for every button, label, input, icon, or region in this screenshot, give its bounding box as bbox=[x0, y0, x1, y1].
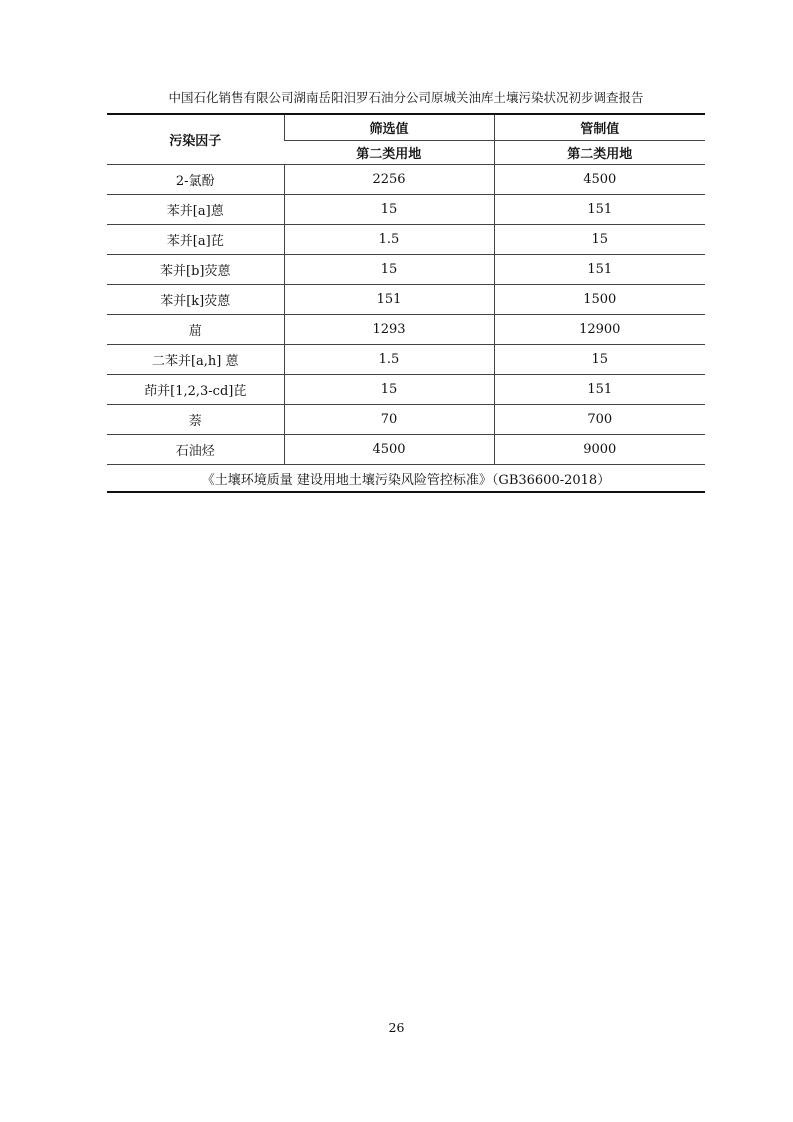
cell-screening: 15 bbox=[284, 375, 494, 405]
cell-screening: 15 bbox=[284, 195, 494, 225]
cell-screening: 15 bbox=[284, 255, 494, 285]
cell-control: 15 bbox=[494, 345, 705, 375]
page-header-title: 中国石化销售有限公司湖南岳阳汨罗石油分公司原城关油库土壤污染状况初步调查报告 bbox=[168, 90, 644, 105]
cell-factor: 2-氯酚 bbox=[107, 165, 284, 195]
pollutant-standards-table bbox=[107, 113, 705, 493]
table-row bbox=[107, 195, 705, 225]
page-number: 26 bbox=[388, 1020, 405, 1035]
table-row bbox=[107, 405, 705, 435]
cell-screening: 151 bbox=[284, 285, 494, 315]
cell-screening: 2256 bbox=[284, 165, 494, 195]
cell-control: 9000 bbox=[494, 435, 705, 465]
cell-screening: 1.5 bbox=[284, 345, 494, 375]
table-row bbox=[107, 255, 705, 285]
table-row bbox=[107, 225, 705, 255]
cell-factor: 苯并[a]芘 bbox=[107, 225, 284, 255]
cell-factor: 苯并[b]荧蒽 bbox=[107, 255, 284, 285]
table-row bbox=[107, 435, 705, 465]
cell-screening: 1293 bbox=[284, 315, 494, 345]
cell-control: 1500 bbox=[494, 285, 705, 315]
table-row bbox=[107, 375, 705, 405]
cell-factor: 苯并[k]荧蒽 bbox=[107, 285, 284, 315]
cell-control: 151 bbox=[494, 375, 705, 405]
cell-control: 12900 bbox=[494, 315, 705, 345]
table-header-row bbox=[107, 114, 705, 141]
column-header-control: 管制值 bbox=[494, 114, 705, 141]
table-row bbox=[107, 345, 705, 375]
cell-factor: 石油烃 bbox=[107, 435, 284, 465]
cell-factor: 萘 bbox=[107, 405, 284, 435]
cell-control: 151 bbox=[494, 195, 705, 225]
cell-screening: 4500 bbox=[284, 435, 494, 465]
table-row bbox=[107, 285, 705, 315]
column-header-screening: 筛选值 bbox=[284, 114, 494, 141]
cell-factor: 二苯并[a,h] 蒽 bbox=[107, 345, 284, 375]
cell-control: 700 bbox=[494, 405, 705, 435]
table-row bbox=[107, 315, 705, 345]
subheader-control-land-type: 第二类用地 bbox=[494, 141, 705, 165]
table-source-row bbox=[107, 465, 705, 493]
cell-factor: 苯并[a]蒽 bbox=[107, 195, 284, 225]
cell-factor: 䓛 bbox=[107, 315, 284, 345]
cell-factor: 茚并[1,2,3-cd]芘 bbox=[107, 375, 284, 405]
cell-control: 151 bbox=[494, 255, 705, 285]
cell-screening: 70 bbox=[284, 405, 494, 435]
source-citation: 《土壤环境质量 建设用地土壤污染风险管控标准》（GB36600-2018） bbox=[107, 465, 705, 493]
table-row bbox=[107, 165, 705, 195]
cell-control: 15 bbox=[494, 225, 705, 255]
subheader-screening-land-type: 第二类用地 bbox=[284, 141, 494, 165]
cell-control: 4500 bbox=[494, 165, 705, 195]
column-header-factor: 污染因子 bbox=[107, 114, 284, 165]
cell-screening: 1.5 bbox=[284, 225, 494, 255]
